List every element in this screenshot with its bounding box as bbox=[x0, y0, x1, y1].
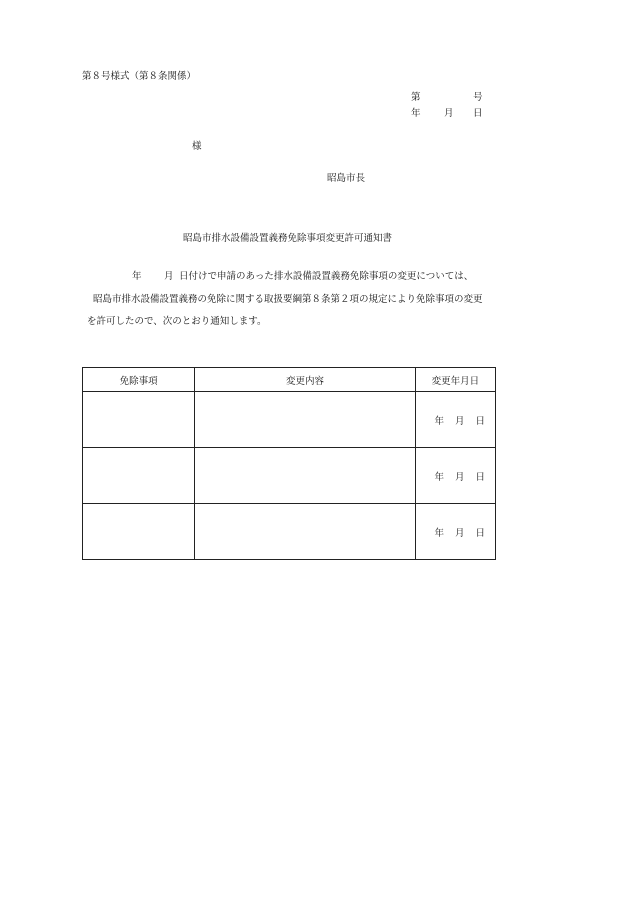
form-label: 第８号様式（第８条関係） bbox=[82, 71, 197, 82]
table-row bbox=[83, 448, 496, 504]
header-exemption-item: 免除事項 bbox=[83, 368, 195, 392]
body-line1-month: 月 bbox=[164, 271, 174, 282]
body-line1-text: 日付けで申請のあった排水設備設置義務免除事項の変更については、 bbox=[179, 271, 474, 282]
cell-exemption-item bbox=[83, 504, 195, 560]
cell-change-date bbox=[415, 504, 495, 560]
table-header-row bbox=[83, 368, 496, 392]
table-row bbox=[83, 392, 496, 448]
date-year: 年 bbox=[434, 471, 444, 483]
date-month: 月 bbox=[454, 527, 465, 539]
cell-change-content bbox=[195, 448, 416, 504]
issue-date-month: 月 bbox=[444, 108, 454, 119]
cell-change-content bbox=[195, 392, 416, 448]
header-change-date: 変更年月日 bbox=[415, 368, 495, 392]
body-line3-text: を許可したので、次のとおり通知します。 bbox=[87, 316, 267, 327]
date-day: 日 bbox=[475, 415, 485, 427]
addressee-suffix: 様 bbox=[192, 141, 202, 152]
cell-exemption-item bbox=[83, 392, 195, 448]
date-month: 月 bbox=[454, 415, 465, 427]
cell-change-date bbox=[415, 392, 495, 448]
date-year: 年 bbox=[434, 415, 444, 427]
issue-date-year: 年 bbox=[411, 108, 421, 119]
body-line2-text: 昭島市排水設備設置義務の免除に関する取扱要綱第８条第２項の規定により免除事項の変更 bbox=[93, 294, 483, 305]
body-line1-year: 年 bbox=[132, 271, 142, 282]
cell-exemption-item bbox=[83, 448, 195, 504]
exemption-change-table bbox=[82, 367, 496, 560]
sender-name: 昭島市長 bbox=[327, 173, 366, 184]
document-number-prefix: 第 bbox=[411, 92, 421, 103]
table-row bbox=[83, 504, 496, 560]
document-title: 昭島市排水設備設置義務免除事項変更許可通知書 bbox=[183, 233, 393, 244]
document-number-suffix: 号 bbox=[473, 92, 483, 103]
date-year: 年 bbox=[434, 527, 444, 539]
date-day: 日 bbox=[475, 471, 485, 483]
header-change-content: 変更内容 bbox=[195, 368, 416, 392]
cell-change-content bbox=[195, 504, 416, 560]
date-month: 月 bbox=[454, 471, 465, 483]
issue-date-day: 日 bbox=[473, 108, 483, 119]
date-day: 日 bbox=[475, 527, 485, 539]
cell-change-date bbox=[415, 448, 495, 504]
